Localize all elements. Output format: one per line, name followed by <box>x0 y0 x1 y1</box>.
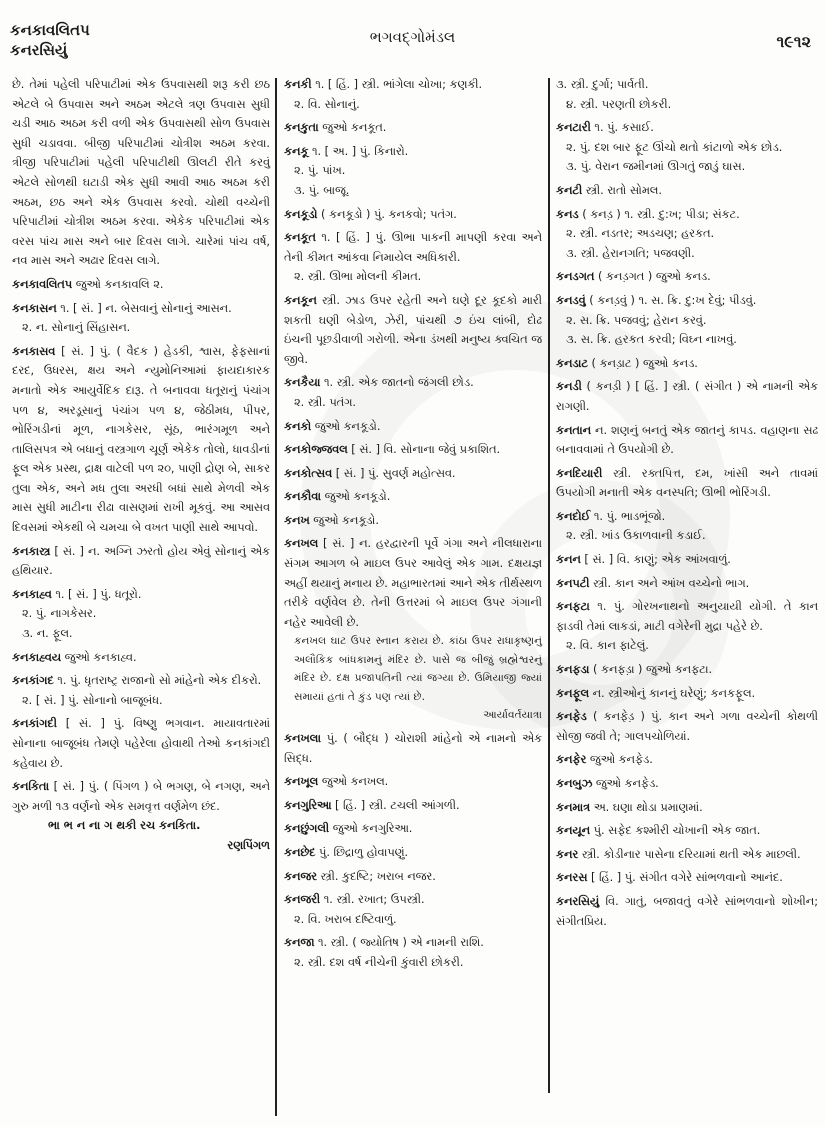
entry-headword: કનકાસન <box>12 301 57 315</box>
entry-sense <box>556 526 818 546</box>
entry-headword: કનગુરિઆ <box>284 798 332 812</box>
entry-sense <box>12 624 270 644</box>
entry-headword: કનદિયારી <box>556 466 603 480</box>
dictionary-entry <box>556 267 818 287</box>
entry-headword: કનકૂન <box>284 293 317 307</box>
definition-text: ૧. પું. ભાડભૂંજો. <box>593 509 666 523</box>
dictionary-entry <box>556 464 818 503</box>
definition-text: [ સં. ] વિ. કાણું; એક આંખવાળું. <box>584 553 731 567</box>
entry-definition <box>284 867 542 887</box>
definition-text: ( કનકૂડો ) પું. કનકવો; પતંગ. <box>321 207 457 221</box>
entry-definition <box>556 798 818 818</box>
entry-headword: કનકાંગદી <box>12 717 57 731</box>
definition-text: જુઓ કનકાવલિ ૨. <box>75 277 164 291</box>
definition-text: ૧. [ સં. ] પું. ધતૂરો. <box>55 587 142 601</box>
dictionary-entry <box>284 205 542 225</box>
entry-definition <box>284 118 542 138</box>
dictionary-entry <box>556 774 818 794</box>
entry-definition <box>12 75 270 271</box>
entry-definition <box>284 772 542 792</box>
entry-headword: કનકિતા <box>12 780 50 794</box>
definition-text: ૧. સ્ત્રી. ( જ્યોતિષ ) એ નામની રાશિ. <box>317 936 484 950</box>
entry-sense <box>12 604 270 624</box>
definition-text: ૨. પું. પાંખ. <box>294 164 346 178</box>
definition-text: ૧. [ હિં. ] પું. ઊભા પાકની માપણી કરવા અને તેની કીમત આંકવા નિમાયેલ અધિકારી. <box>284 231 542 264</box>
entry-definition <box>556 684 818 704</box>
entry-definition <box>284 373 542 393</box>
definition-text: ૨. પું. દશ બાર ફૂટ ઊંચો થતો કાંટાળો એક છોડ. <box>566 140 783 154</box>
entry-definition <box>284 819 542 839</box>
entry-headword: કનરસિયું <box>556 894 600 908</box>
dictionary-entry <box>556 892 818 931</box>
dictionary-entry <box>556 205 818 264</box>
definition-text: [ સં. ] પું. વિષ્ણુ ભગવાન. માયાવતારમાં સોનાના બાજૂબંધ તેમણે પહેરેલા હોવાથી તેઓ કનકાંગદી કહેવાય છે. <box>12 717 270 770</box>
guide-word-first: કનકાવલિતપ <box>10 21 90 39</box>
definition-text: ન. શણનું બનતું એક જાતનું કાપડ. વહાણના સઢ બનાવવામાં તે ઉપયોગી છે. <box>556 423 818 457</box>
entry-headword: કનછેદ <box>284 845 316 859</box>
definition-text: [ સં. ] પું. સુવર્ણ મહોત્સવ. <box>335 466 456 480</box>
dictionary-entry <box>284 511 542 531</box>
entry-definition <box>284 464 542 484</box>
entry-headword: કનકૌવા <box>284 490 322 504</box>
definition-text: છે. તેમાં પહેલી પરિપાટીમાં એક ઉપવાસથી શરૂ કરી છઠ એટલે બે ઉપવાસ અને અઠમ એટલે ત્રણ ઉપવાસ સુધી ચડી આઠ અઠમ કરી વળી એક ઉપવાસથી સોળ ઉપવાસ સુધી ચડાવવા. બીજી પરિપાટીમાં ચોત્રીશ અઠમ કરવા. ત્રીજી પરિપાટીમાં પહેલી પરિપાટીથી ઊલટી રીતે કરવું એટલે સોળથી ઘટાડી એક સુધી આવી આઠ અઠમ કરી અઠમ, છઠ અને એક ઉપવાસ કરવો. ચોથી વચ્ચેની પરિપાટીમાં ચોત્રીશ અઠમ કરવા. એકેક પરિપાટીમાં એક વરસ પાંચ માસ અને બાર દિવસ લાગે. ચારેમાં પાંચ વર્ષ, નવ માસ અને અઢાર દિવસ લાગે. <box>12 78 270 268</box>
definition-text: ૧. [ સં. ] ન. બેસવાનું સોનાનું આસન. <box>60 301 232 315</box>
definition-text: ૨. વિ. સોનાનું. <box>294 97 360 111</box>
dictionary-entry <box>284 843 542 863</box>
entry-headword: કનફેર <box>556 753 587 767</box>
definition-text: સ્ત્રી. કોડીનાર પાસેના દરિયામાં થતી એક માછલી. <box>581 847 801 861</box>
definition-text: ( કનફેડ઼ ) પું. કાન અને ગળા વચ્ચેની કોથળી સોજી જવી તે; ગાલપચોળિયાં. <box>556 710 819 743</box>
definition-text: ૩. પું. વેરાન જમીનમાં ઊગતું જાડું ઘાસ. <box>566 160 746 174</box>
dictionary-entry <box>12 777 270 855</box>
dictionary-entry <box>12 275 270 295</box>
definition-text: ( કનડ઼ાટ ) જુઓ કનડ. <box>591 356 698 370</box>
dictionary-entry <box>12 342 270 538</box>
entry-definition <box>12 714 270 773</box>
dictionary-entry <box>284 933 542 972</box>
dictionary-entry <box>556 574 818 594</box>
definition-text: ( કનડ઼ ) ૧. સ્ત્રી. દુ:ખ; પીડા; સંકટ. <box>582 207 740 221</box>
definition-text: ૨. વિ. ખરાબ દષ્ટિવાળું. <box>294 912 397 926</box>
entry-headword: કનકુતા <box>284 121 319 135</box>
entry-definition <box>556 75 818 95</box>
dictionary-entry <box>556 798 818 818</box>
definition-text: ( કનફડ઼ા ) જુઓ કનફટા. <box>593 663 713 677</box>
dictionary-entry <box>556 507 818 546</box>
definition-text: ૨. સ્ત્રી. ઊભા મોલની કીમત. <box>294 270 422 284</box>
entry-headword: કનફટા <box>556 600 590 614</box>
definition-text: [ સં. ] પું. ( પિંગળ ) બે ભગણ, બે નગણ, અને ગુરુ મળી ૧૩ વર્ણનો એક સમવૃત્ત વર્ણમેળ છંદ. <box>12 780 271 813</box>
definition-text: જુઓ કનકૂત. <box>322 121 387 135</box>
dictionary-entry <box>556 597 818 656</box>
definition-text: ૨. ન. સોનાનું સિંહાસન. <box>22 321 131 335</box>
entry-definition <box>556 377 818 416</box>
entry-definition <box>284 511 542 531</box>
entry-definition <box>556 118 818 138</box>
dictionary-entry <box>556 377 818 416</box>
entry-definition <box>556 707 818 746</box>
entry-definition <box>284 843 542 863</box>
dictionary-entry <box>556 550 818 570</box>
definition-text: જુઓ કનકૂડો. <box>314 419 381 433</box>
column-3 <box>556 75 818 935</box>
dictionary-entry <box>556 118 818 177</box>
entry-headword: કનદોઈ <box>556 509 591 523</box>
entry-sense <box>556 224 818 244</box>
entry-definition <box>556 750 818 770</box>
definition-text: ૩. ન. ફૂલ. <box>22 627 73 641</box>
definition-text: [ હિં. ] પું. સંગીત વગેરે સાંભળવાનો આનંદ. <box>590 871 783 885</box>
definition-text: ( કનડ઼ગત ) જુઓ કનડ. <box>597 270 711 284</box>
quotation-text: કનખલ ઘાટ ઉપર સ્નાન કરાય છે. કાંઠા ઉપર રાધાકૃષ્ણનું અલૌકિક બાંધકામનું મંદિર છે. પાસે જ બીજું બ્રહ્મેશ્વરનું મંદિર છે. દક્ષ પ્રજાપતિની ત્યાં જગ્યા છે. ઉમિયાજી જ્યાં સમાયાં હતાં તે કુંડ પણ ત્યાં છે. <box>294 635 542 703</box>
entry-definition <box>284 440 542 460</box>
definition-text: સ્ત્રી. ઝાડ ઉપર રહેતી અને ઘણે દૂર કૂદકો મારી શકતી ઘણી બેડોળ, ઝેરી, પાંચથી ૭ ઇંચ લાંબી, દોઢ ઇંચની પૂછડીવાળી ગરોળી. એના ડંખથી મનુષ્ય ક્વચિત જ જીવે. <box>284 293 543 366</box>
definition-text: ૨. [ સં. ] પું. સોનાનો બાજૂબંધ. <box>22 693 163 707</box>
definition-text: ૨. સ્ત્રી. નડતર; અડચણ; હરકત. <box>566 227 715 241</box>
entry-headword: કનકૂડો <box>284 207 318 221</box>
definition-text: ૨. સ. ક્રિ. પજવવું; હેરાન કરવું. <box>566 313 707 327</box>
definition-text: જુઓ કનખલ. <box>321 775 389 789</box>
entry-headword: કનજા <box>284 936 315 950</box>
entry-definition <box>284 729 542 768</box>
definition-text: [ હિં. ] સ્ત્રી. ટચલી આંગળી. <box>335 798 460 812</box>
entry-headword: કનકી <box>284 78 312 91</box>
definition-text: જુઓ કનકૂડો. <box>313 513 379 527</box>
definition-text: ૩. સ્ત્રી. દુર્ગા; પાર્વતી. <box>556 78 649 91</box>
entry-headword: કનકાસ્ત્ર <box>12 544 51 558</box>
entry-sense <box>556 95 818 115</box>
dictionary-entry <box>284 464 542 484</box>
entry-definition <box>12 648 270 668</box>
dictionary-entry <box>284 118 542 138</box>
dictionary-entry <box>12 714 270 773</box>
definition-text: અ. ઘણા થોડા પ્રમાણમાં. <box>593 800 703 814</box>
entry-headword: કનકોત્સવ <box>284 466 333 480</box>
entry-headword: કનટારી <box>556 121 591 135</box>
entry-sense <box>556 138 818 158</box>
dictionary-entry <box>12 299 270 338</box>
entry-sense <box>556 330 818 350</box>
dictionary-entry <box>284 228 542 287</box>
entry-sense <box>556 636 818 656</box>
entry-definition <box>12 542 270 581</box>
dictionary-entry <box>556 75 818 114</box>
definition-text: પું. સફેદ કશ્મીરી ચોખાની એક જાત. <box>593 824 761 838</box>
definition-text: ૧. પું. કસાઈ. <box>594 121 654 135</box>
entry-headword: કનડ <box>556 207 579 221</box>
entry-headword: કનકૂ <box>284 144 309 158</box>
dictionary-entry <box>284 75 542 114</box>
dictionary-entry <box>556 660 818 680</box>
definition-text: સ્ત્રી. રક્તપિત્ત, દમ, ખાંસી અને તાવમાં ઉપયોગી મનાતી એક વનસ્પતિ; ઊભી ભોરિંગડી. <box>556 466 819 500</box>
entry-sense <box>284 953 542 973</box>
dictionary-entry <box>556 750 818 770</box>
entry-definition <box>12 342 270 538</box>
definition-text: [ સં. ] ન. અગ્નિ ઝરતો હોય એવું સોનાનું એક હથિયાર. <box>12 544 270 578</box>
dictionary-entry <box>284 291 542 369</box>
entry-headword: કનતાન <box>556 423 592 437</box>
entry-headword: કનડાટ <box>556 356 588 370</box>
definition-text: ( કનડ઼ી ) [ હિં. ] સ્ત્રી. ( સંગીત ) એ નામની એક રાગણી. <box>556 380 818 413</box>
dictionary-entry <box>12 648 270 668</box>
definition-text: ૩. સ્ત્રી. હેરાનગતિ; પજવણી. <box>566 246 695 260</box>
entry-headword: કનડગત <box>556 270 595 284</box>
entry-definition <box>556 181 818 201</box>
definition-text: ૨. સ્ત્રી. પતંગ. <box>294 395 357 409</box>
entry-definition <box>284 142 542 162</box>
definition-text: [ સં. ] પું. ( વૈદક ) હેડકી, શ્વાસ, ફેફસાનાં દરદ, ઉધરસ, ક્ષય અને ન્યુમોનિઆમાં ફાયદાકારક મનાતો એક આયુર્વેદિક દારૂ. તે બનાવવા ધતૂરાનું પંચાંગ પળ ૪, અરડૂસાનું પંચાંગ પળ ૪, જેઠીમધ, પીપર, ભોરિંગડીનાં મૂળ, નાગકેસર, સૂંઠ, ભારંગમૂળ અને તાલિસપત્ર એ બધાનું વસ્ત્રગાળ ચૂર્ણ એકેક તોલો, ધાવડીનાં ફૂલ એક પ્રસ્થ, દ્રાક્ષ વાટેલી પળ ૨૦, પાણી દ્રોણ બે, સાકર તુલા એક, અને મધ તુલા અરધી બધાં સાથે મેળવી એક માસ સુધી માટીના રીઢા વાસણમાં રાખી મૂકવું. આ આસવ દિવસમાં એકથી બે ચમચા બે વખત પાણી સાથે આપવો. <box>12 344 271 535</box>
entry-sense <box>556 244 818 264</box>
page-header <box>0 0 825 72</box>
definition-text: ૩. સ. ક્રિ. હરકત કરવી; વિઘ્ન નાખવું. <box>566 333 737 347</box>
entry-definition <box>556 574 818 594</box>
dictionary-entry <box>284 729 542 768</box>
entry-definition <box>284 890 542 910</box>
entry-definition <box>12 275 270 295</box>
entry-headword: કનખ <box>284 513 310 527</box>
definition-text: [ સં. ] ન. હરદ્વારની પૂર્વે ગંગા અને નીલધારાના સંગમ આગળ બે માઇલ ઉપર આવેલું એક ગામ. દક્ષયજ્ઞ અહીં થયાનું મનાય છે. મહાભારતમાં આને એક તીર્થસ્થળ તરીકે વર્ણવેલ છે. તેની ઉત્તરમાં બે માઇલ ઉપર ગંગાની નહેર આવેલી છે. <box>284 537 542 629</box>
dictionary-entry <box>556 684 818 704</box>
dictionary-entry <box>284 142 542 201</box>
entry-definition <box>284 933 542 953</box>
entry-definition <box>556 660 818 680</box>
example-verse: ભા ભ ન ના ગ થકી રચ કનકિતા. <box>48 819 201 833</box>
entry-definition <box>556 868 818 888</box>
dictionary-entry <box>556 821 818 841</box>
verse-source: રણપિંગળ <box>227 838 270 852</box>
entry-definition <box>284 228 542 267</box>
dictionary-entry <box>284 867 542 887</box>
entry-headword: કનકાહ્વય <box>12 650 61 664</box>
dictionary-entry <box>556 291 818 350</box>
entry-headword: કનબુઝ <box>556 777 593 790</box>
definition-text: ૩. પું. બાજૂ. <box>294 183 350 197</box>
definition-text: જુઓ કનકાહ્વ. <box>64 650 137 664</box>
entry-headword: કનકાહ્વ <box>12 587 52 601</box>
dictionary-title: ભગવદ્ગોમંડલ <box>369 28 456 46</box>
entry-definition <box>12 299 270 319</box>
definition-text: ૧. પું. ધૃતરાષ્ટ્ર રાજાનો સો માંહેનો એક દીકરો. <box>57 674 262 688</box>
definition-text: ૨. પું. નાગકેસર. <box>22 607 97 621</box>
dictionary-entry <box>556 354 818 374</box>
entry-definition <box>556 845 818 865</box>
dictionary-entry <box>284 373 542 412</box>
dictionary-entry <box>12 75 270 271</box>
dictionary-entry <box>284 417 542 437</box>
entry-headword: કનન <box>556 553 581 567</box>
entry-definition <box>556 774 818 794</box>
entry-definition <box>284 534 542 632</box>
entry-headword: કનડવું <box>556 293 586 307</box>
definition-text: પું. છિદ્રાળુ હોવાપણું. <box>319 845 409 859</box>
definition-text: જુઓ કનકૂડો. <box>324 490 391 504</box>
entry-definition <box>556 550 818 570</box>
entry-definition <box>556 597 818 636</box>
entry-sense <box>12 318 270 338</box>
definition-text: ૧. સ્ત્રી. રખાત; ઉપસ્ત્રી. <box>323 893 425 907</box>
definition-text: ૧. પું. ગોરખનાથનો અનુયાયી યોગી. તે કાન ફાડવી તેમાં લાકડાં, માટી વગેરેની મુદ્રા પહેરે છે. <box>556 600 819 633</box>
entry-headword: કનકાસવ <box>12 344 56 358</box>
definition-text: ૧. સ્ત્રી. એક જાતનો જંગલી છોડ. <box>323 376 474 390</box>
dictionary-entry <box>284 487 542 507</box>
entry-headword: કનરસ <box>556 871 588 885</box>
guide-word-last: કનરસિયું <box>10 41 68 59</box>
entry-sense <box>284 910 542 930</box>
entry-sense <box>556 311 818 331</box>
definition-text: સ્ત્રી. કુદષ્ટિ; ખરાબ નજર. <box>320 869 436 883</box>
definition-text: પું. ( બૌદ્ધ ) ચોરાશી માંહેનો એ નામનો એક સિદ્ધ. <box>284 731 542 765</box>
entry-headword: કનફૂલ <box>556 686 589 700</box>
dictionary-entry <box>284 819 542 839</box>
dictionary-entry <box>556 707 818 746</box>
entry-headword: કનકૂત <box>284 231 316 245</box>
entry-definition <box>556 464 818 503</box>
entry-definition <box>556 821 818 841</box>
entry-definition <box>556 507 818 527</box>
dictionary-entry <box>284 534 542 724</box>
entry-definition <box>556 421 818 460</box>
entry-headword: કનખૂલ <box>284 775 319 789</box>
entry-sense <box>284 95 542 115</box>
column-2 <box>284 75 542 976</box>
entry-definition <box>284 291 542 369</box>
entry-definition <box>284 487 542 507</box>
entry-definition <box>12 777 270 816</box>
dictionary-entry <box>556 421 818 460</box>
dictionary-entry <box>284 440 542 460</box>
definition-text: ( કનડ઼વું ) ૧. સ. ક્રિ. દુ:ખ દેવું; પીડવું. <box>589 293 757 307</box>
definition-text: ૧. [ અ. ] પું. કિનારો. <box>311 144 409 158</box>
entry-definition <box>556 291 818 311</box>
dictionary-entry <box>556 868 818 888</box>
entry-sense <box>284 267 542 287</box>
entry-headword: કનકોજ્જવલ <box>284 443 348 457</box>
entry-definition <box>556 267 818 287</box>
dictionary-entry <box>556 845 818 865</box>
entry-definition <box>284 205 542 225</box>
entry-headword: કનખલ <box>284 537 319 551</box>
dictionary-entry <box>284 772 542 792</box>
entry-headword: કનજરી <box>284 893 321 907</box>
entry-sense <box>284 181 542 201</box>
entry-definition <box>284 417 542 437</box>
dictionary-entry <box>284 890 542 929</box>
page-number: ૧૯૧૨ <box>776 32 811 51</box>
entry-definition <box>284 75 542 95</box>
entry-headword: કનર <box>556 847 579 861</box>
entry-headword: કનકો <box>284 419 312 433</box>
entry-headword: કનખલા <box>284 731 321 745</box>
dictionary-entry <box>12 542 270 581</box>
entry-definition <box>556 892 818 931</box>
dictionary-entry <box>556 181 818 201</box>
entry-sense <box>284 393 542 413</box>
entry-sense <box>284 161 542 181</box>
entry-headword: કનછુંગલી <box>284 822 330 836</box>
definition-text: ૨. સ્ત્રી. દશ વર્ષ નીચેની કુંવારી છોકરી. <box>294 955 464 969</box>
definition-text: [ સં. ] વિ. સોનાના જેવું પ્રકાશિત. <box>351 443 501 457</box>
entry-headword: કનમાત્ર <box>556 800 591 814</box>
entry-headword: કનફેડ <box>556 710 587 724</box>
entry-headword: કનકાંગદ <box>12 674 54 688</box>
entry-headword: કનયૂન <box>556 824 591 838</box>
definition-text: સ્ત્રી. કાન અને આંખ વચ્ચેનો ભાગ. <box>593 576 750 590</box>
entry-headword: કનપટી <box>556 576 590 590</box>
entry-headword: કનજર <box>284 869 317 883</box>
definition-text: સ્ત્રી. રાતો સોમલ. <box>585 183 662 197</box>
entry-quotation <box>284 632 542 725</box>
definition-text: જુઓ કનગુરિઆ. <box>332 822 413 836</box>
dictionary-entry <box>12 585 270 644</box>
definition-text: જુઓ કનફેડ. <box>589 753 653 767</box>
entry-headword: કનકૈયા <box>284 376 321 390</box>
definition-text: ૨. સ્ત્રી. ખાંડ ઉકાળવાની કડાઈ. <box>566 529 706 543</box>
definition-text: ૧. [ હિં. ] સ્ત્રી. ભાંગેલા ચોખા; કણકી. <box>315 78 483 91</box>
definition-text: ૨. વિ. કાન ફાટેલું. <box>566 639 649 653</box>
definition-text: વિ. ગાતું, બજાવતું વગેરે સાંભળવાનો શોખીન; સંગીતપ્રિય. <box>556 894 818 928</box>
quotation-source: આર્યાવર્તયાત્રા <box>483 709 542 722</box>
entry-definition <box>12 671 270 691</box>
dictionary-columns <box>0 75 825 1125</box>
entry-definition <box>556 205 818 225</box>
definition-text: ન. સ્ત્રીઓનું કાનનું ઘરેણું; કનકફૂલ. <box>592 686 756 700</box>
entry-headword: કનડી <box>556 380 582 394</box>
entry-definition <box>12 585 270 605</box>
entry-sense <box>12 691 270 711</box>
entry-headword: કનટી <box>556 183 583 197</box>
definition-text: જુઓ કનફેડ. <box>595 777 659 790</box>
entry-definition <box>556 354 818 374</box>
dictionary-entry <box>284 796 542 816</box>
entry-sense <box>556 157 818 177</box>
definition-text: ૪. સ્ત્રી. પરણતી છોકરી. <box>566 97 672 111</box>
entry-headword: કનફડા <box>556 663 590 677</box>
dictionary-entry <box>12 671 270 710</box>
column-1 <box>12 75 270 860</box>
entry-definition <box>284 796 542 816</box>
entry-headword: કનકાવલિતપ <box>12 277 73 291</box>
